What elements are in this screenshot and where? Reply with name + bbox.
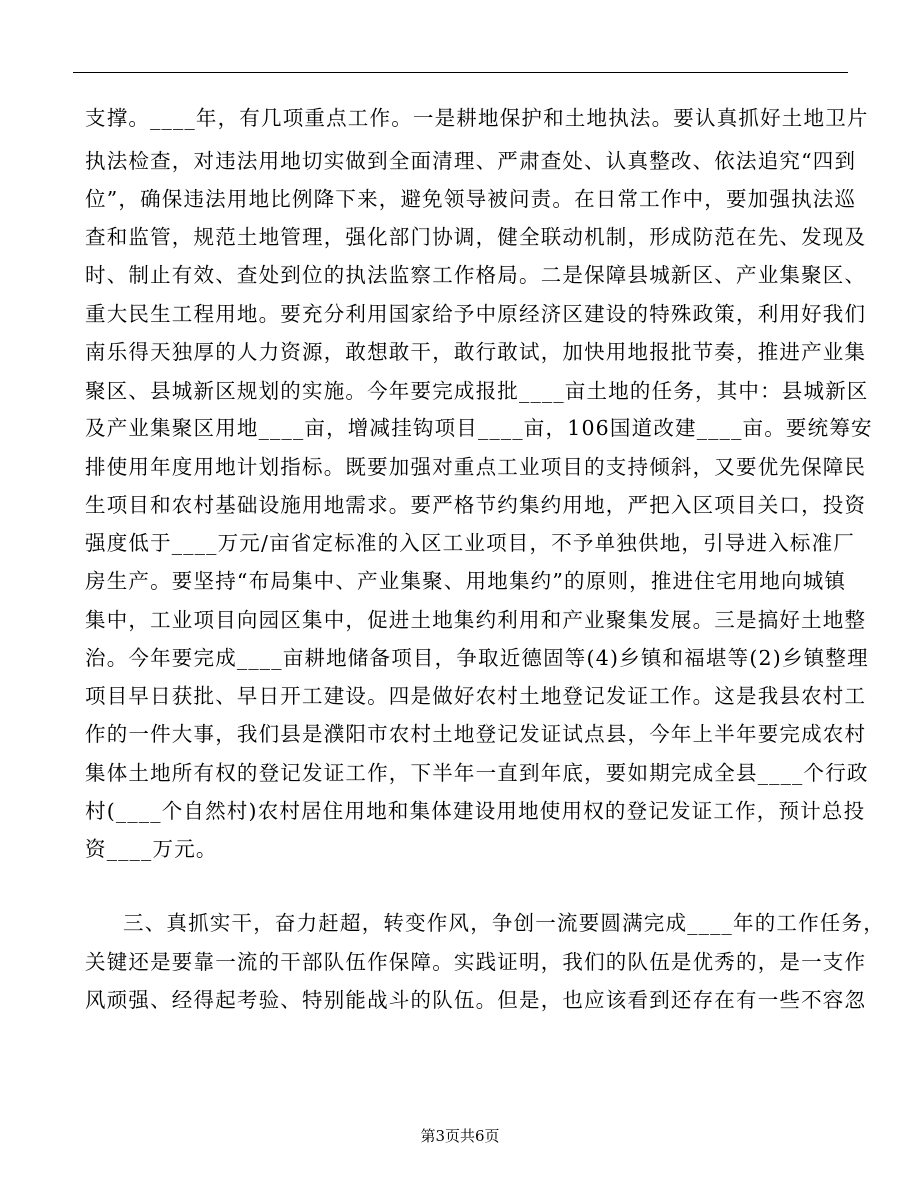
- paragraph-1-line: 集中，工业项目向园区集中，促进土地集约利用和产业聚集发展。三是搞好土地整: [85, 608, 867, 632]
- paragraph-1-line: 时、制止有效、查处到位的执法监察工作格局。二是保障县城新区、产业集聚区、: [85, 263, 867, 287]
- paragraph-1-line: 及产业集聚区用地____亩，增减挂钩项目____亩，106国道改建____亩。要统筹安: [85, 416, 873, 440]
- paragraph-1-line: 治。今年要完成____亩耕地储备项目，争取近德固等(4)乡镇和福堪等(2)乡镇整理: [85, 646, 869, 670]
- paragraph-1-line: 位”，确保违法用地比例降下来，避免领导被问责。在日常工作中，要加强执法巡: [85, 187, 857, 211]
- paragraph-1-line: 重大民生工程用地。要充分利用国家给予中原经济区建设的特殊政策，利用好我们: [85, 302, 867, 326]
- paragraph-1-line: 排使用年度用地计划指标。既要加强对重点工业项目的支持倾斜，又要优先保障民: [85, 455, 867, 479]
- paragraph-2-line: 三、真抓实干，奋力赶超，转变作风，争创一流要圆满完成____年的工作任务，: [123, 911, 885, 935]
- paragraph-2-line: 风顽强、经得起考验、特别能战斗的队伍。但是，也应该看到还存在有一些不容忽: [85, 988, 867, 1012]
- paragraph-1-line: 执法检查，对违法用地切实做到全面清理、严肃查处、认真整改、依法追究“四到: [85, 149, 857, 173]
- paragraph-1-line: 项目早日获批、早日开工建设。四是做好农村土地登记发证工作。这是我县农村工: [85, 684, 867, 708]
- paragraph-1-line: 南乐得天独厚的人力资源，敢想敢干，敢行敢试，加快用地报批节奏，推进产业集: [85, 340, 867, 364]
- paragraph-1-line: 资____万元。: [85, 837, 218, 861]
- paragraph-2-line: 关键还是要靠一流的干部队伍作保障。实践证明，我们的队伍是优秀的，是一支作: [85, 950, 867, 974]
- paragraph-1-line: 集体土地所有权的登记发证工作，下半年一直到年底，要如期完成全县____个行政: [85, 761, 869, 785]
- paragraph-1-line: 房生产。要坚持“布局集中、产业集聚、用地集约”的原则，推进住宅用地向城镇: [85, 569, 847, 593]
- paragraph-1-line: 聚区、县城新区规划的实施。今年要完成报批____亩土地的任务，其中：县城新区: [85, 379, 869, 403]
- paragraph-1-line: 强度低于____万元/亩省定标准的入区工业项目，不予单独供地，引导进入标准厂: [85, 531, 856, 555]
- header-rule: [73, 72, 848, 73]
- paragraph-1-line: 作的一件大事，我们县是濮阳市农村土地登记发证试点县，今年上半年要完成农村: [85, 722, 867, 746]
- paragraph-1-line: 支撑。____年，有几项重点工作。一是耕地保护和土地执法。要认真抓好土地卫片: [85, 106, 869, 130]
- page-footer: 第3页共6页: [420, 1127, 500, 1145]
- paragraph-1-line: 生项目和农村基础设施用地需求。要严格节约集约用地，严把入区项目关口，投资: [85, 493, 867, 517]
- paragraph-1-line: 村(____个自然村)农村居住用地和集体建设用地使用权的登记发证工作，预计总投: [85, 799, 866, 823]
- paragraph-1-line: 查和监管，规范土地管理，强化部门协调，健全联动机制，形成防范在先、发现及: [85, 225, 867, 249]
